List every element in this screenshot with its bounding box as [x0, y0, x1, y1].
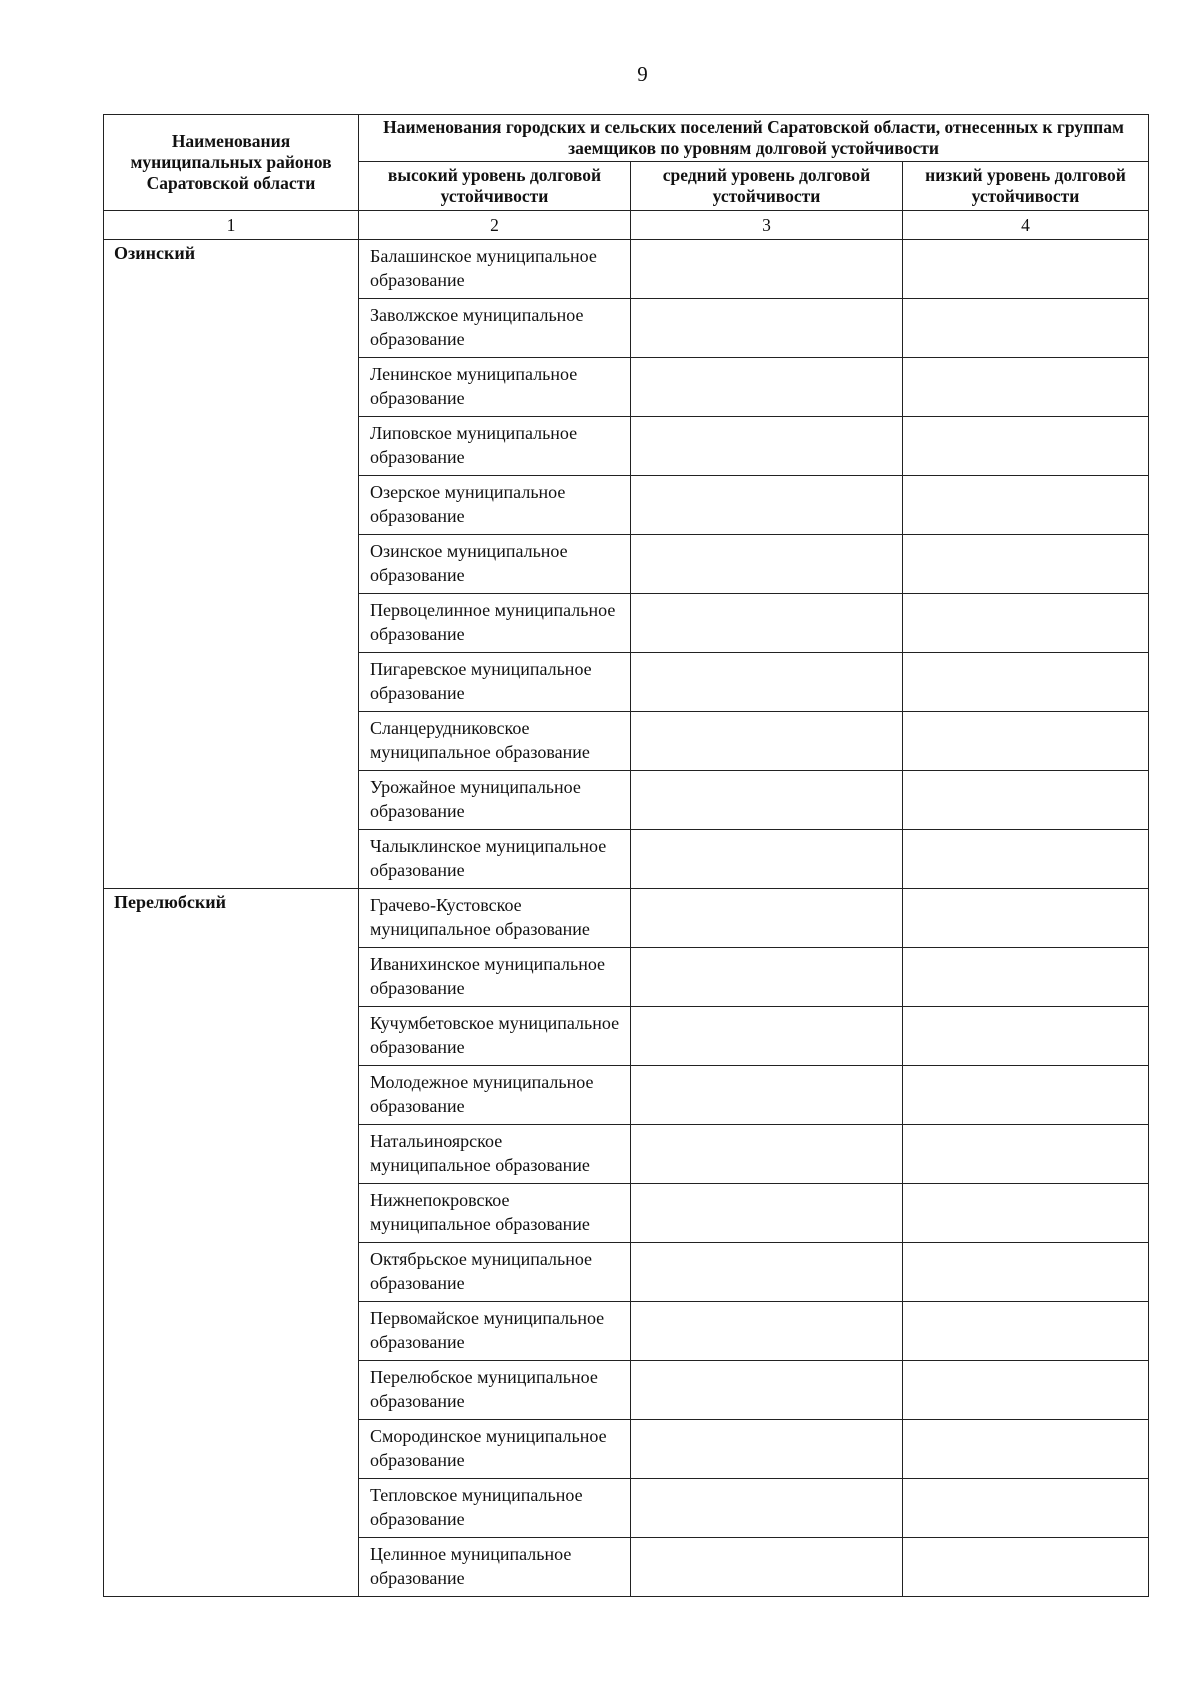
- column-number: 4: [903, 211, 1149, 240]
- medium-level-cell: [631, 1243, 903, 1302]
- settlement-name: Пигаревское муниципальное образование: [359, 653, 631, 712]
- low-level-cell: [903, 417, 1149, 476]
- low-level-cell: [903, 1066, 1149, 1125]
- district-name: Перелюбский: [104, 889, 359, 1597]
- medium-level-cell: [631, 889, 903, 948]
- settlement-name: Целинное муниципальное образование: [359, 1538, 631, 1597]
- low-level-cell: [903, 653, 1149, 712]
- low-level-cell: [903, 1184, 1149, 1243]
- settlement-name: Перелюбское муниципальное образование: [359, 1361, 631, 1420]
- low-level-cell: [903, 1125, 1149, 1184]
- medium-level-cell: [631, 1184, 903, 1243]
- settlement-name: Кучумбетовское муниципальное образование: [359, 1007, 631, 1066]
- settlement-name: Грачево-Кустовское муниципальное образование: [359, 889, 631, 948]
- district-name: Озинский: [104, 240, 359, 889]
- column-number: 1: [104, 211, 359, 240]
- low-level-cell: [903, 948, 1149, 1007]
- medium-level-cell: [631, 1361, 903, 1420]
- page-number: 9: [637, 62, 648, 86]
- settlement-name: Заволжское муниципальное образование: [359, 299, 631, 358]
- settlement-name: Сланцерудниковское муниципальное образование: [359, 712, 631, 771]
- medium-level-cell: [631, 1479, 903, 1538]
- low-level-cell: [903, 594, 1149, 653]
- low-level-cell: [903, 1243, 1149, 1302]
- debt-sustainability-table: [103, 114, 1149, 1597]
- low-level-cell: [903, 1361, 1149, 1420]
- medium-level-cell: [631, 476, 903, 535]
- table-body: [104, 240, 1149, 1597]
- header-settlements-group: Наименования городских и сельских поселений Саратовской области, отнесенных к группам заемщиков по уровням долговой устойчивости: [359, 115, 1149, 162]
- settlement-name: Тепловское муниципальное образование: [359, 1479, 631, 1538]
- low-level-cell: [903, 358, 1149, 417]
- header-high-level: высокий уровень долговой устойчивости: [359, 162, 631, 211]
- settlement-name: Нижнепокровское муниципальное образование: [359, 1184, 631, 1243]
- settlement-name: Октябрьское муниципальное образование: [359, 1243, 631, 1302]
- medium-level-cell: [631, 1007, 903, 1066]
- column-number: 3: [631, 211, 903, 240]
- settlement-name: Первомайское муниципальное образование: [359, 1302, 631, 1361]
- settlement-name: Чалыклинское муниципальное образование: [359, 830, 631, 889]
- settlement-name: Липовское муниципальное образование: [359, 417, 631, 476]
- header-low-level: низкий уровень долговой устойчивости: [903, 162, 1149, 211]
- medium-level-cell: [631, 830, 903, 889]
- medium-level-cell: [631, 1420, 903, 1479]
- low-level-cell: [903, 1302, 1149, 1361]
- settlement-name: Молодежное муниципальное образование: [359, 1066, 631, 1125]
- medium-level-cell: [631, 712, 903, 771]
- medium-level-cell: [631, 594, 903, 653]
- low-level-cell: [903, 771, 1149, 830]
- medium-level-cell: [631, 948, 903, 1007]
- medium-level-cell: [631, 240, 903, 299]
- low-level-cell: [903, 299, 1149, 358]
- medium-level-cell: [631, 358, 903, 417]
- settlement-name: Балашинское муниципальное образование: [359, 240, 631, 299]
- table-row: [104, 889, 1149, 948]
- low-level-cell: [903, 1007, 1149, 1066]
- settlement-name: Урожайное муниципальное образование: [359, 771, 631, 830]
- medium-level-cell: [631, 1538, 903, 1597]
- low-level-cell: [903, 535, 1149, 594]
- medium-level-cell: [631, 299, 903, 358]
- settlement-name: Натальиноярское муниципальное образование: [359, 1125, 631, 1184]
- medium-level-cell: [631, 1066, 903, 1125]
- medium-level-cell: [631, 1125, 903, 1184]
- table-row: [104, 240, 1149, 299]
- low-level-cell: [903, 1479, 1149, 1538]
- low-level-cell: [903, 240, 1149, 299]
- medium-level-cell: [631, 1302, 903, 1361]
- settlement-name: Смородинское муниципальное образование: [359, 1420, 631, 1479]
- low-level-cell: [903, 830, 1149, 889]
- medium-level-cell: [631, 771, 903, 830]
- settlement-name: Первоцелинное муниципальное образование: [359, 594, 631, 653]
- medium-level-cell: [631, 417, 903, 476]
- low-level-cell: [903, 889, 1149, 948]
- medium-level-cell: [631, 653, 903, 712]
- settlement-name: Ленинское муниципальное образование: [359, 358, 631, 417]
- low-level-cell: [903, 1538, 1149, 1597]
- header-medium-level: средний уровень долговой устойчивости: [631, 162, 903, 211]
- header-municipal-districts: Наименования муниципальных районов Саратовской области: [104, 115, 359, 211]
- low-level-cell: [903, 476, 1149, 535]
- low-level-cell: [903, 712, 1149, 771]
- medium-level-cell: [631, 535, 903, 594]
- column-number: 2: [359, 211, 631, 240]
- low-level-cell: [903, 1420, 1149, 1479]
- settlement-name: Иванихинское муниципальное образование: [359, 948, 631, 1007]
- settlement-name: Озинское муниципальное образование: [359, 535, 631, 594]
- settlement-name: Озерское муниципальное образование: [359, 476, 631, 535]
